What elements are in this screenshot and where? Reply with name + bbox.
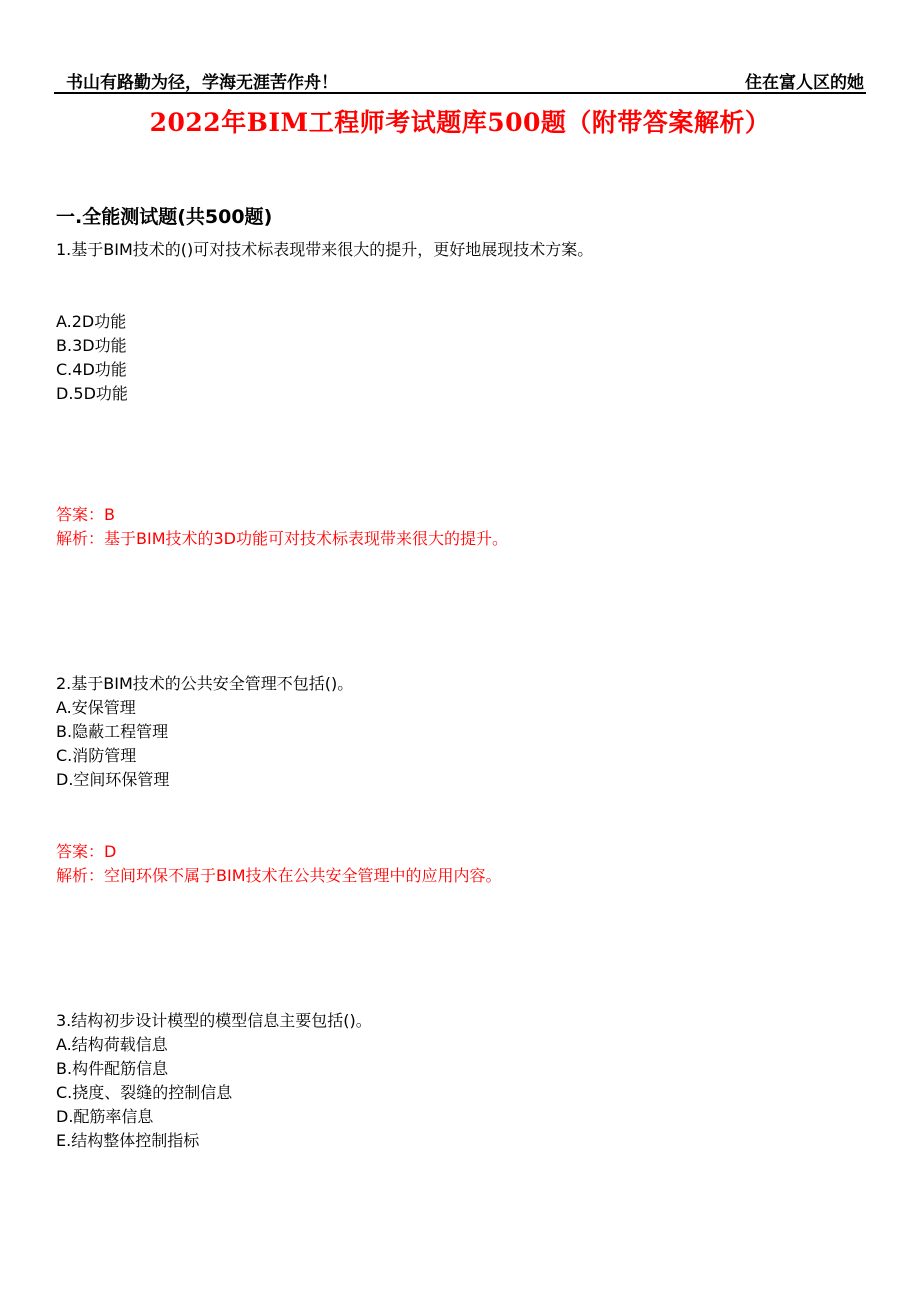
option-d: D.5D功能 [56, 384, 128, 403]
page-header [54, 66, 866, 94]
option-c: C.4D功能 [56, 360, 127, 379]
question-3 [56, 1009, 372, 1153]
analysis-text: 解析：空间环保不属于BIM技术在公共安全管理中的应用内容。 [56, 866, 502, 885]
header-author: 住在富人区的她 [745, 73, 864, 93]
option-a: A.安保管理 [56, 698, 136, 717]
option-e: E.结构整体控制指标 [56, 1131, 200, 1150]
question-stem: 2.基于BIM技术的公共安全管理不包括()。 [56, 674, 354, 693]
question-stem: 3.结构初步设计模型的模型信息主要包括()。 [56, 1011, 372, 1030]
option-c: C.挠度、裂缝的控制信息 [56, 1083, 233, 1102]
question-1-options [56, 310, 128, 406]
question-2-answer-block [56, 840, 502, 888]
option-c: C.消防管理 [56, 746, 137, 765]
question-1-answer-block [56, 503, 508, 551]
option-b: B.3D功能 [56, 336, 127, 355]
section-heading: 一.全能测试题(共500题) [56, 206, 273, 228]
option-d: D.配筋率信息 [56, 1107, 154, 1126]
question-2 [56, 672, 353, 792]
analysis-text: 解析：基于BIM技术的3D功能可对技术标表现带来很大的提升。 [56, 529, 509, 548]
answer-text: 答案：D [56, 842, 117, 861]
answer-text: 答案：B [56, 505, 115, 524]
option-b: B.隐蔽工程管理 [56, 722, 169, 741]
option-a: A.2D功能 [56, 312, 127, 331]
header-motto: 书山有路勤为径，学海无涯苦作舟！ [66, 73, 338, 93]
option-a: A.结构荷载信息 [56, 1035, 168, 1054]
document-title: 2022年BIM工程师考试题库500题（附带答案解析） [149, 108, 771, 137]
question-stem: 1.基于BIM技术的()可对技术标表现带来很大的提升，更好地展现技术方案。 [56, 240, 594, 259]
question-1-stem [56, 238, 593, 262]
option-b: B.构件配筋信息 [56, 1059, 169, 1078]
option-d: D.空间环保管理 [56, 770, 170, 789]
